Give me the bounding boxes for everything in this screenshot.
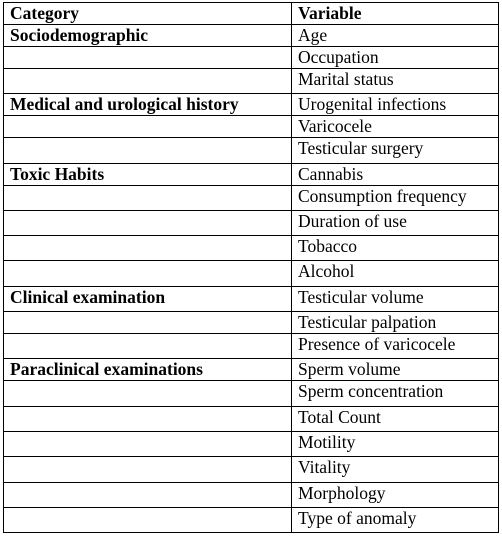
variable-cell: Morphology xyxy=(292,482,499,507)
variable-cell: Sperm volume xyxy=(292,359,499,381)
table-row xyxy=(4,334,499,359)
variable-cell: Urogenital infections xyxy=(292,94,499,116)
category-cell: Sociodemographic xyxy=(4,25,292,47)
category-cell xyxy=(4,312,292,334)
table-row xyxy=(4,286,499,311)
header-category: Category xyxy=(4,3,292,25)
variable-cell: Duration of use xyxy=(292,210,499,235)
variable-cell: Age xyxy=(292,25,499,47)
category-cell xyxy=(4,210,292,235)
table-row xyxy=(4,94,499,116)
variable-cell: Testicular volume xyxy=(292,286,499,311)
table-row xyxy=(4,47,499,69)
table-row xyxy=(4,457,499,482)
variable-cell: Tobacco xyxy=(292,236,499,261)
table-row xyxy=(4,25,499,47)
category-cell xyxy=(4,381,292,406)
table-row xyxy=(4,312,499,334)
category-cell xyxy=(4,138,292,163)
category-cell xyxy=(4,236,292,261)
variables-table xyxy=(3,2,499,533)
variables-table-container xyxy=(3,2,499,533)
category-cell: Paraclinical examinations xyxy=(4,359,292,381)
category-cell xyxy=(4,334,292,359)
variable-cell: Testicular palpation xyxy=(292,312,499,334)
table-row xyxy=(4,482,499,507)
table-row xyxy=(4,116,499,138)
variable-cell: Vitality xyxy=(292,457,499,482)
variable-cell: Varicocele xyxy=(292,116,499,138)
table-row xyxy=(4,261,499,286)
variable-cell: Cannabis xyxy=(292,163,499,185)
category-cell xyxy=(4,185,292,210)
category-cell xyxy=(4,261,292,286)
table-row xyxy=(4,431,499,456)
table-row xyxy=(4,69,499,94)
category-cell xyxy=(4,69,292,94)
table-row xyxy=(4,406,499,431)
table-row xyxy=(4,381,499,406)
variable-cell: Consumption frequency xyxy=(292,185,499,210)
category-cell xyxy=(4,47,292,69)
variable-cell: Occupation xyxy=(292,47,499,69)
table-row xyxy=(4,359,499,381)
variable-cell: Total Count xyxy=(292,406,499,431)
category-cell xyxy=(4,406,292,431)
category-cell xyxy=(4,431,292,456)
category-cell: Medical and urological history xyxy=(4,94,292,116)
header-variable: Variable xyxy=(292,3,499,25)
category-cell: Toxic Habits xyxy=(4,163,292,185)
variable-cell: Sperm concentration xyxy=(292,381,499,406)
category-cell xyxy=(4,482,292,507)
category-cell: Clinical examination xyxy=(4,286,292,311)
category-cell xyxy=(4,116,292,138)
variable-cell: Presence of varicocele xyxy=(292,334,499,359)
table-body xyxy=(4,25,499,533)
table-row xyxy=(4,138,499,163)
table-row xyxy=(4,210,499,235)
table-row xyxy=(4,163,499,185)
variable-cell: Testicular surgery xyxy=(292,138,499,163)
variable-cell: Alcohol xyxy=(292,261,499,286)
table-row xyxy=(4,185,499,210)
table-row xyxy=(4,507,499,532)
variable-cell: Marital status xyxy=(292,69,499,94)
table-row xyxy=(4,236,499,261)
category-cell xyxy=(4,507,292,532)
variable-cell: Motility xyxy=(292,431,499,456)
category-cell xyxy=(4,457,292,482)
variable-cell: Type of anomaly xyxy=(292,507,499,532)
table-header-row xyxy=(4,3,499,25)
